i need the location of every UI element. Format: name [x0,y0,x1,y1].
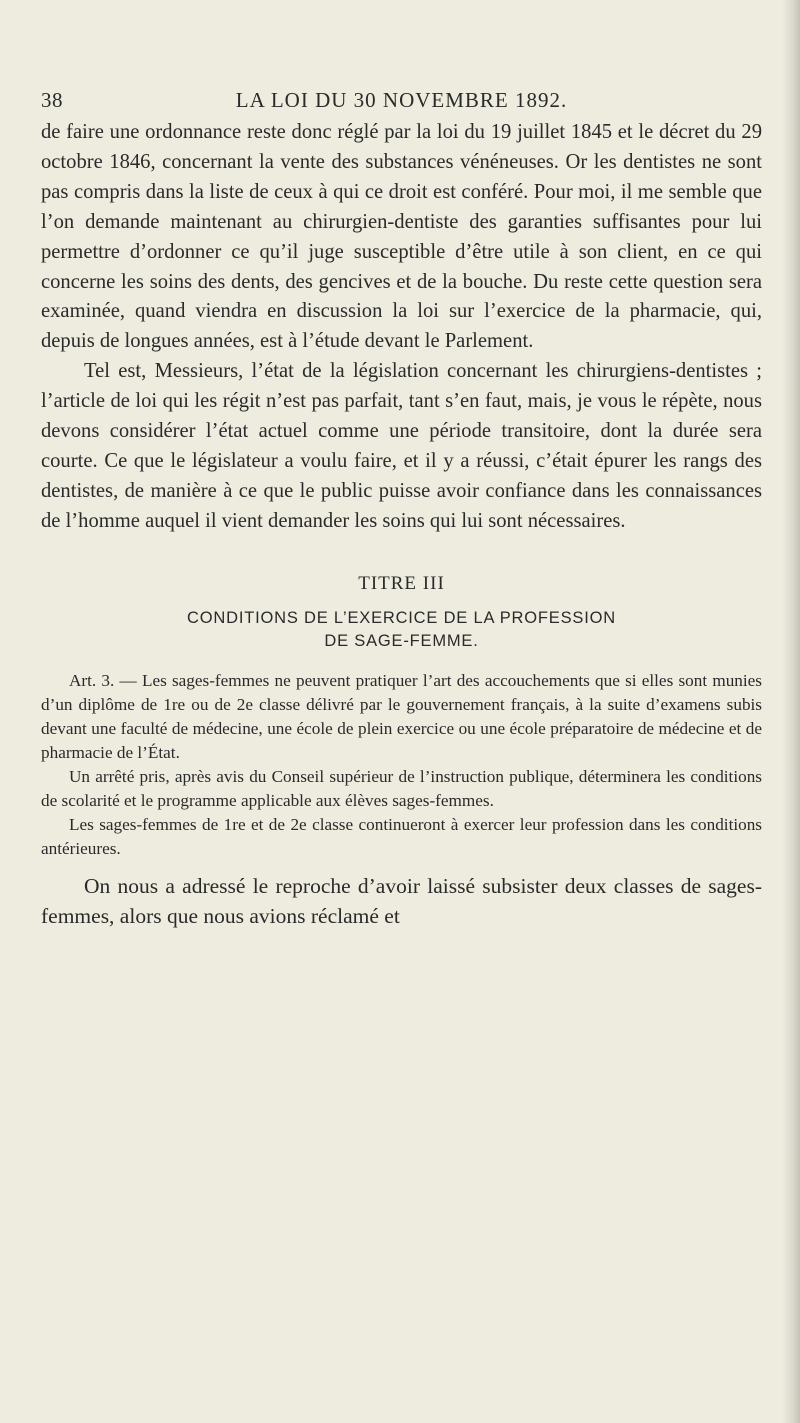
book-page [41,88,762,932]
section-heading [41,571,762,653]
page-number: 38 [41,88,63,112]
section-subtitle-line: CONDITIONS DE L’EXERCICE DE LA PROFESSION [187,608,616,627]
section-title: TITRE III [358,572,445,594]
law-article-block [41,669,762,861]
article-paragraph: Un arrêté pris, après avis du Conseil supérieur de l’instruction publique, déterminera les conditions de scolarité et le programme applicable aux élèves sages-femmes. [41,766,762,810]
article-paragraph: Les sages-femmes de 1re et de 2e classe continueront à exercer leur profession dans les conditions antérieures. [41,814,762,858]
section-subtitle [41,607,762,653]
article-paragraph: Art. 3. — Les sages-femmes ne peuvent pratiquer l’art des accouchements que si elles sont munies d’un diplôme de 1re ou de 2e classe délivré par le gouvernement français, à la suite d’examens subis devant une faculté de médecine, une école de plein exercice ou une école préparatoire de médecine et de pharmacie de l’État. [41,670,762,762]
section-subtitle-line: DE SAGE-FEMME. [324,631,479,650]
page-edge-shadow [782,0,800,1423]
running-head: LA LOI DU 30 NOVEMBRE 1892. [235,88,568,112]
paragraph-legislation-summary: Tel est, Messieurs, l’état de la législation concernant les chirurgiens-dentistes ; l’article de loi qui les régit n’est pas parfait, tant s’en faut, mais, je vous le répète, nous devons considérer l’état actuel comme une période transitoire, dont la durée sera courte. Ce que le législateur a voulu faire, et il y a réussi, c’était épurer les rangs des dentistes, de manière à ce que le public puisse avoir confiance dans les connaissances de l’homme auquel il vient demander les soins qui lui sont nécessaires. [41,360,762,532]
page-header [41,88,762,118]
paragraph-commentary: On nous a adressé le reproche d’avoir laissé subsister deux classes de sages-femmes, alors que nous avions réclamé et [41,873,762,929]
paragraph-continuation: de faire une ordonnance reste donc réglé par la loi du 19 juillet 1845 et le décret du 29 octobre 1846, concernant la vente des substances vénéneuses. Or les dentistes ne sont pas compris dans la liste de ceux à qui ce droit est conféré. Pour moi, il me semble que l’on demande maintenant au chirurgien-dentiste des garanties suffisantes pour lui permettre d’ordonner ce qu’il juge susceptible d’être utile à son client, en ce qui concerne les soins des dents, des gencives et de la bouche. Du reste cette question sera examinée, quand viendra en discussion la loi sur l’exercice de la pharmacie, qui, depuis de longues années, est à l’étude devant le Parlement. [41,121,762,353]
